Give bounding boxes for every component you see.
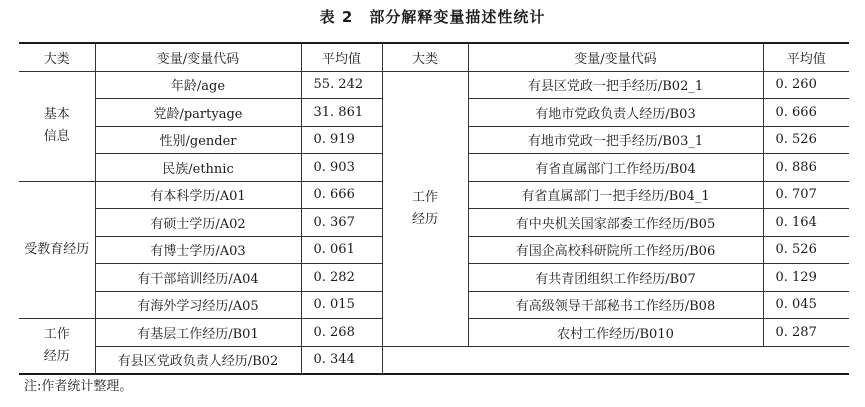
header-category: 大类	[382, 43, 468, 71]
category-cell: 受教育经历	[19, 181, 95, 319]
variable-cell: 有硕士学历/A02	[95, 209, 301, 237]
variable-cell: 有中央机关国家部委工作经历/B05	[468, 209, 763, 237]
mean-cell: 0. 287	[763, 319, 849, 347]
mean-cell: 0. 666	[301, 181, 382, 209]
variable-cell: 有县区党政一把手经历/B02_1	[468, 71, 763, 99]
mean-cell: 0. 919	[301, 126, 382, 154]
header-mean: 平均值	[763, 43, 849, 71]
empty-cell	[382, 346, 849, 374]
mean-cell: 0. 666	[763, 99, 849, 127]
mean-cell: 0. 707	[763, 181, 849, 209]
variable-cell: 有博士学历/A03	[95, 236, 301, 264]
variable-cell: 有县区党政负责人经历/B02	[95, 346, 301, 374]
mean-cell: 0. 045	[763, 291, 849, 319]
mean-cell: 0. 886	[763, 154, 849, 182]
table-row	[19, 346, 849, 374]
variable-cell: 有国企高校科研院所工作经历/B06	[468, 236, 763, 264]
variable-cell: 有干部培训经历/A04	[95, 264, 301, 292]
variable-cell: 有海外学习经历/A05	[95, 291, 301, 319]
variable-cell: 有地市党政负责人经历/B03	[468, 99, 763, 127]
mean-cell: 0. 344	[301, 346, 382, 374]
header-category: 大类	[19, 43, 95, 71]
mean-cell: 0. 164	[763, 209, 849, 237]
table-note: 注:作者统计整理。	[24, 379, 133, 394]
mean-cell: 0. 367	[301, 209, 382, 237]
mean-cell: 0. 526	[763, 126, 849, 154]
variable-cell: 农村工作经历/B010	[468, 319, 763, 347]
mean-cell: 55. 242	[301, 71, 382, 99]
variable-cell: 有本科学历/A01	[95, 181, 301, 209]
variable-cell: 年龄/age	[95, 71, 301, 99]
variable-cell: 性别/gender	[95, 126, 301, 154]
variable-cell: 民族/ethnic	[95, 154, 301, 182]
header-mean: 平均值	[301, 43, 382, 71]
mean-cell: 0. 260	[763, 71, 849, 99]
category-cell: 基本 信息	[19, 71, 95, 181]
variable-cell: 有共青团组织工作经历/B07	[468, 264, 763, 292]
mean-cell: 0. 268	[301, 319, 382, 347]
mean-cell: 0. 129	[763, 264, 849, 292]
table-title: 表 2 部分解释变量描述性统计	[319, 8, 546, 26]
mean-cell: 0. 903	[301, 154, 382, 182]
statistics-table	[19, 42, 849, 375]
variable-cell: 党龄/partyage	[95, 99, 301, 127]
header-variable: 变量/变量代码	[95, 43, 301, 71]
variable-cell: 有高级领导干部秘书工作经历/B08	[468, 291, 763, 319]
variable-cell: 有基层工作经历/B01	[95, 319, 301, 347]
category-cell: 工作 经历	[19, 319, 95, 375]
mean-cell: 0. 061	[301, 236, 382, 264]
mean-cell: 0. 526	[763, 236, 849, 264]
header-row	[19, 43, 849, 71]
variable-cell: 有省直属部门一把手经历/B04_1	[468, 181, 763, 209]
category-cell: 工作 经历	[382, 71, 468, 346]
variable-cell: 有地市党政一把手经历/B03_1	[468, 126, 763, 154]
mean-cell: 0. 015	[301, 291, 382, 319]
mean-cell: 31. 861	[301, 99, 382, 127]
mean-cell: 0. 282	[301, 264, 382, 292]
header-variable: 变量/变量代码	[468, 43, 763, 71]
variable-cell: 有省直属部门工作经历/B04	[468, 154, 763, 182]
table-row	[19, 71, 849, 99]
